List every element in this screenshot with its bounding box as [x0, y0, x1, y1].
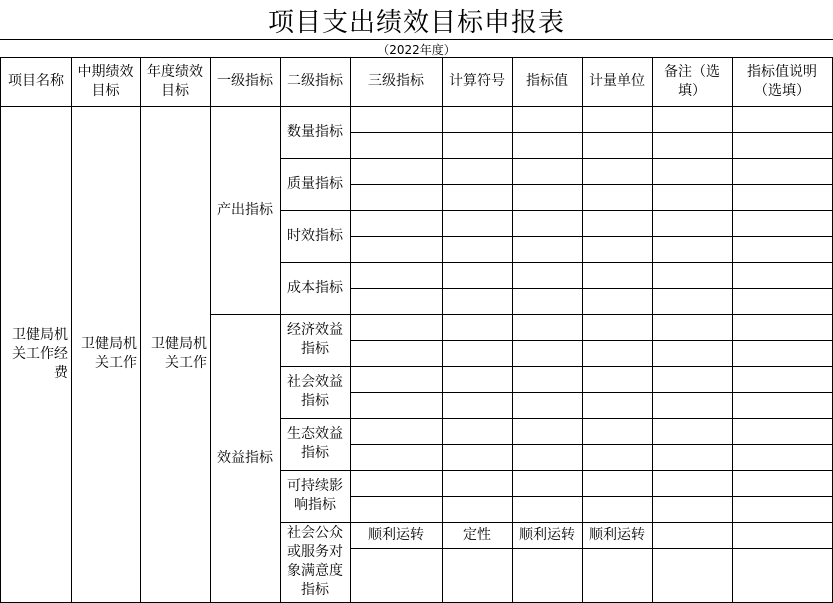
table-cell: [652, 470, 733, 497]
level2-item: 质量指标: [280, 158, 351, 211]
header-value-note: 指标值说明（选填）: [732, 57, 833, 107]
table-cell: [582, 158, 653, 185]
table-cell: [512, 184, 583, 211]
table-cell: [350, 210, 443, 237]
table-cell: [582, 496, 653, 523]
table-cell: [442, 418, 513, 445]
level2-item: 经济效益指标: [280, 314, 351, 367]
table-cell: [582, 184, 653, 211]
table-cell: [582, 132, 653, 159]
table-cell: [442, 496, 513, 523]
table-cell: [732, 392, 833, 419]
level1-benefit: 效益指标: [210, 314, 281, 603]
header-project-name: 项目名称: [0, 57, 72, 107]
table-cell: [512, 262, 583, 289]
table-cell: [350, 236, 443, 263]
project-name-cell: 卫健局机关工作经费: [0, 106, 72, 603]
mid-goal-cell: 卫健局机关工作: [71, 106, 141, 603]
table-cell: [442, 366, 513, 393]
table-cell: [442, 470, 513, 497]
table-cell: [512, 444, 583, 471]
table-cell: [732, 444, 833, 471]
table-cell: [442, 340, 513, 367]
table-cell: [732, 548, 833, 603]
level1-output: 产出指标: [210, 106, 281, 315]
table-cell: [350, 262, 443, 289]
table-cell: [732, 366, 833, 393]
table-cell: [732, 340, 833, 367]
table-cell: [442, 392, 513, 419]
header-level3: 三级指标: [350, 57, 443, 107]
table-cell: [732, 314, 833, 341]
annual-goal-cell: 卫健局机关工作: [140, 106, 211, 603]
header-level1: 一级指标: [210, 57, 281, 107]
table-cell: [582, 288, 653, 315]
table-cell: [652, 340, 733, 367]
header-level2: 二级指标: [280, 57, 351, 107]
table-cell: 顺利运转: [582, 522, 653, 549]
table-cell: [350, 418, 443, 445]
table-cell: [512, 236, 583, 263]
table-cell: [652, 418, 733, 445]
table-cell: [442, 548, 513, 603]
table-cell: [652, 210, 733, 237]
table-cell: [652, 236, 733, 263]
level2-item: 可持续影响指标: [280, 470, 351, 523]
level2-item: 成本指标: [280, 262, 351, 315]
table-cell: [652, 132, 733, 159]
table-cell: [350, 184, 443, 211]
table-cell: [512, 470, 583, 497]
table-cell: 定性: [442, 522, 513, 549]
table-cell: [652, 262, 733, 289]
table-cell: [732, 418, 833, 445]
table-cell: [350, 470, 443, 497]
table-cell: [350, 392, 443, 419]
table-cell: [512, 132, 583, 159]
table-cell: [652, 366, 733, 393]
table-cell: [442, 158, 513, 185]
table-cell: [350, 314, 443, 341]
table-cell: [512, 288, 583, 315]
header-annual-goal: 年度绩效目标: [140, 57, 211, 107]
level2-item: 数量指标: [280, 106, 351, 159]
table-cell: [350, 496, 443, 523]
table-cell: [350, 548, 443, 603]
table-cell: [732, 522, 833, 549]
level2-item: 生态效益指标: [280, 418, 351, 471]
table-cell: [582, 418, 653, 445]
table-cell: [512, 106, 583, 133]
table-cell: [350, 158, 443, 185]
header-unit: 计量单位: [582, 57, 653, 107]
table-cell: [512, 366, 583, 393]
level2-item: 社会公众或服务对象满意度指标: [280, 522, 351, 603]
table-cell: [350, 444, 443, 471]
table-cell: [732, 496, 833, 523]
table-cell: [582, 548, 653, 603]
table-cell: [732, 132, 833, 159]
table-cell: [652, 392, 733, 419]
table-cell: [732, 106, 833, 133]
table-cell: [442, 444, 513, 471]
table-cell: [652, 548, 733, 603]
table-cell: [512, 496, 583, 523]
table-cell: [442, 314, 513, 341]
table-cell: [350, 288, 443, 315]
table-cell: [442, 106, 513, 133]
table-cell: [512, 314, 583, 341]
table-cell: [512, 340, 583, 367]
table-cell: [652, 444, 733, 471]
table-cell: [512, 210, 583, 237]
table-cell: [350, 132, 443, 159]
table-cell: [442, 262, 513, 289]
header-operator: 计算符号: [442, 57, 513, 107]
table-cell: [442, 210, 513, 237]
level2-item: 时效指标: [280, 210, 351, 263]
table-cell: [582, 444, 653, 471]
table-cell: [582, 236, 653, 263]
table-cell: [652, 288, 733, 315]
table-cell: [582, 470, 653, 497]
header-mid-goal: 中期绩效目标: [71, 57, 141, 107]
table-cell: [512, 158, 583, 185]
table-cell: [732, 210, 833, 237]
table-cell: [732, 236, 833, 263]
table-cell: [732, 288, 833, 315]
table-cell: [442, 288, 513, 315]
table-cell: [732, 184, 833, 211]
table-cell: [582, 314, 653, 341]
table-cell: [582, 210, 653, 237]
table-cell: [442, 184, 513, 211]
table-cell: [652, 106, 733, 133]
table-cell: [732, 158, 833, 185]
level2-item: 社会效益指标: [280, 366, 351, 419]
fiscal-year: （2022年度）: [377, 42, 456, 57]
table-cell: [350, 106, 443, 133]
table-cell: [732, 470, 833, 497]
table-cell: [582, 106, 653, 133]
table-cell: [512, 392, 583, 419]
table-cell: [582, 366, 653, 393]
form-title: 项目支出绩效目标申报表: [267, 7, 565, 38]
table-cell: [442, 132, 513, 159]
header-value: 指标值: [512, 57, 583, 107]
table-cell: 顺利运转: [512, 522, 583, 549]
table-cell: [652, 184, 733, 211]
table-cell: [512, 418, 583, 445]
table-cell: [652, 522, 733, 549]
table-cell: [350, 340, 443, 367]
table-cell: [652, 314, 733, 341]
table-cell: [732, 262, 833, 289]
table-cell: [512, 548, 583, 603]
table-cell: [582, 340, 653, 367]
table-cell: [442, 236, 513, 263]
table-cell: [652, 158, 733, 185]
table-cell: [350, 366, 443, 393]
table-cell: [582, 392, 653, 419]
table-cell: [652, 496, 733, 523]
header-remark: 备注（选填）: [652, 57, 733, 107]
table-cell: [582, 262, 653, 289]
table-cell: 顺利运转: [350, 522, 443, 549]
